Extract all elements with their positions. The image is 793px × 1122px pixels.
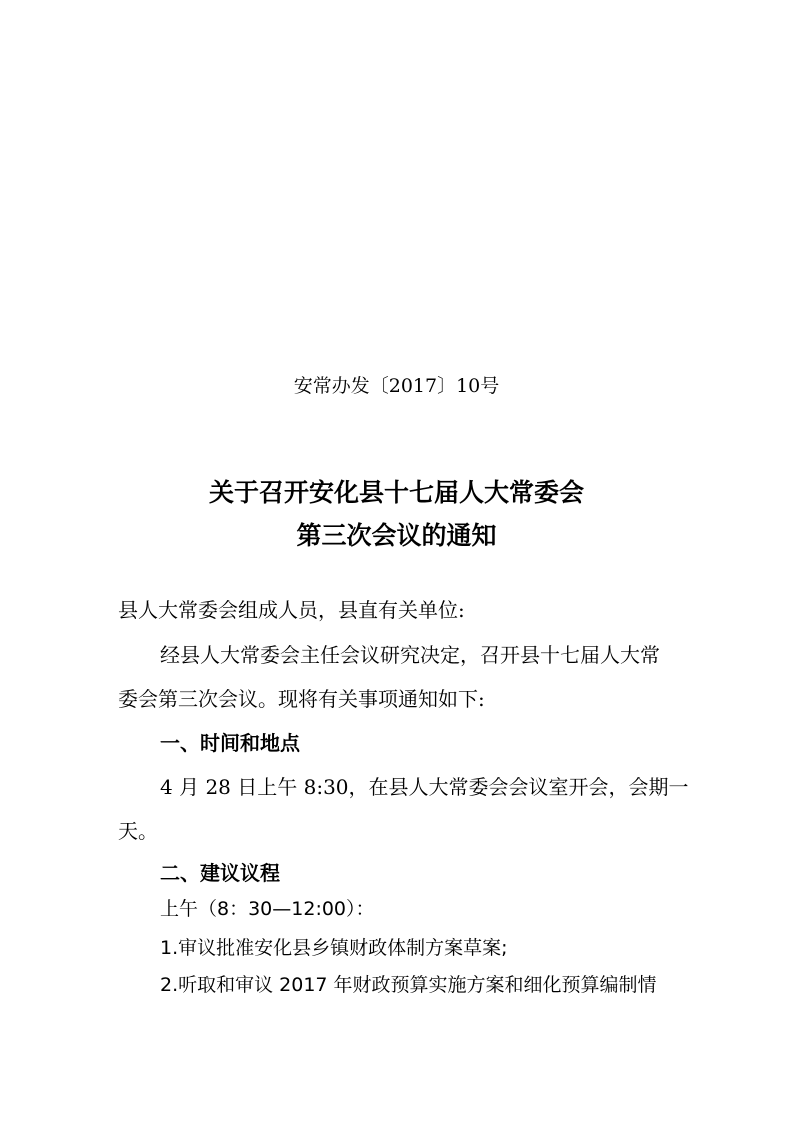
- agenda-item: 2.听取和审议 2017 年财政预算实施方案和细化预算编制情: [160, 974, 657, 996]
- salutation: 县人大常委会组成人员，县直有关单位:: [118, 598, 465, 622]
- time-place-line-1: 4 月 28 日上午 8:30，在县人大常委会会议室开会，会期一: [160, 775, 689, 799]
- document-number: 安常办发〔2017〕10号: [293, 375, 500, 397]
- section-heading-agenda: 二、建议议程: [160, 861, 280, 885]
- agenda-schedule: 上午（8：30—12:00）：: [160, 898, 375, 920]
- agenda-item: 1.审议批准安化县乡镇财政体制方案草案;: [160, 937, 508, 959]
- document-title-line-1: 关于召开安化县十七届人大常委会: [208, 478, 584, 507]
- intro-paragraph-line-1: 经县人大常委会主任会议研究决定，召开县十七届人大常: [160, 643, 660, 667]
- intro-paragraph-line-2: 委会第三次会议。现将有关事项通知如下:: [118, 687, 485, 711]
- section-heading-time-place: 一、时间和地点: [160, 731, 300, 755]
- document-title-line-2: 第三次会议的通知: [296, 521, 497, 550]
- time-place-line-2: 天。: [118, 819, 158, 843]
